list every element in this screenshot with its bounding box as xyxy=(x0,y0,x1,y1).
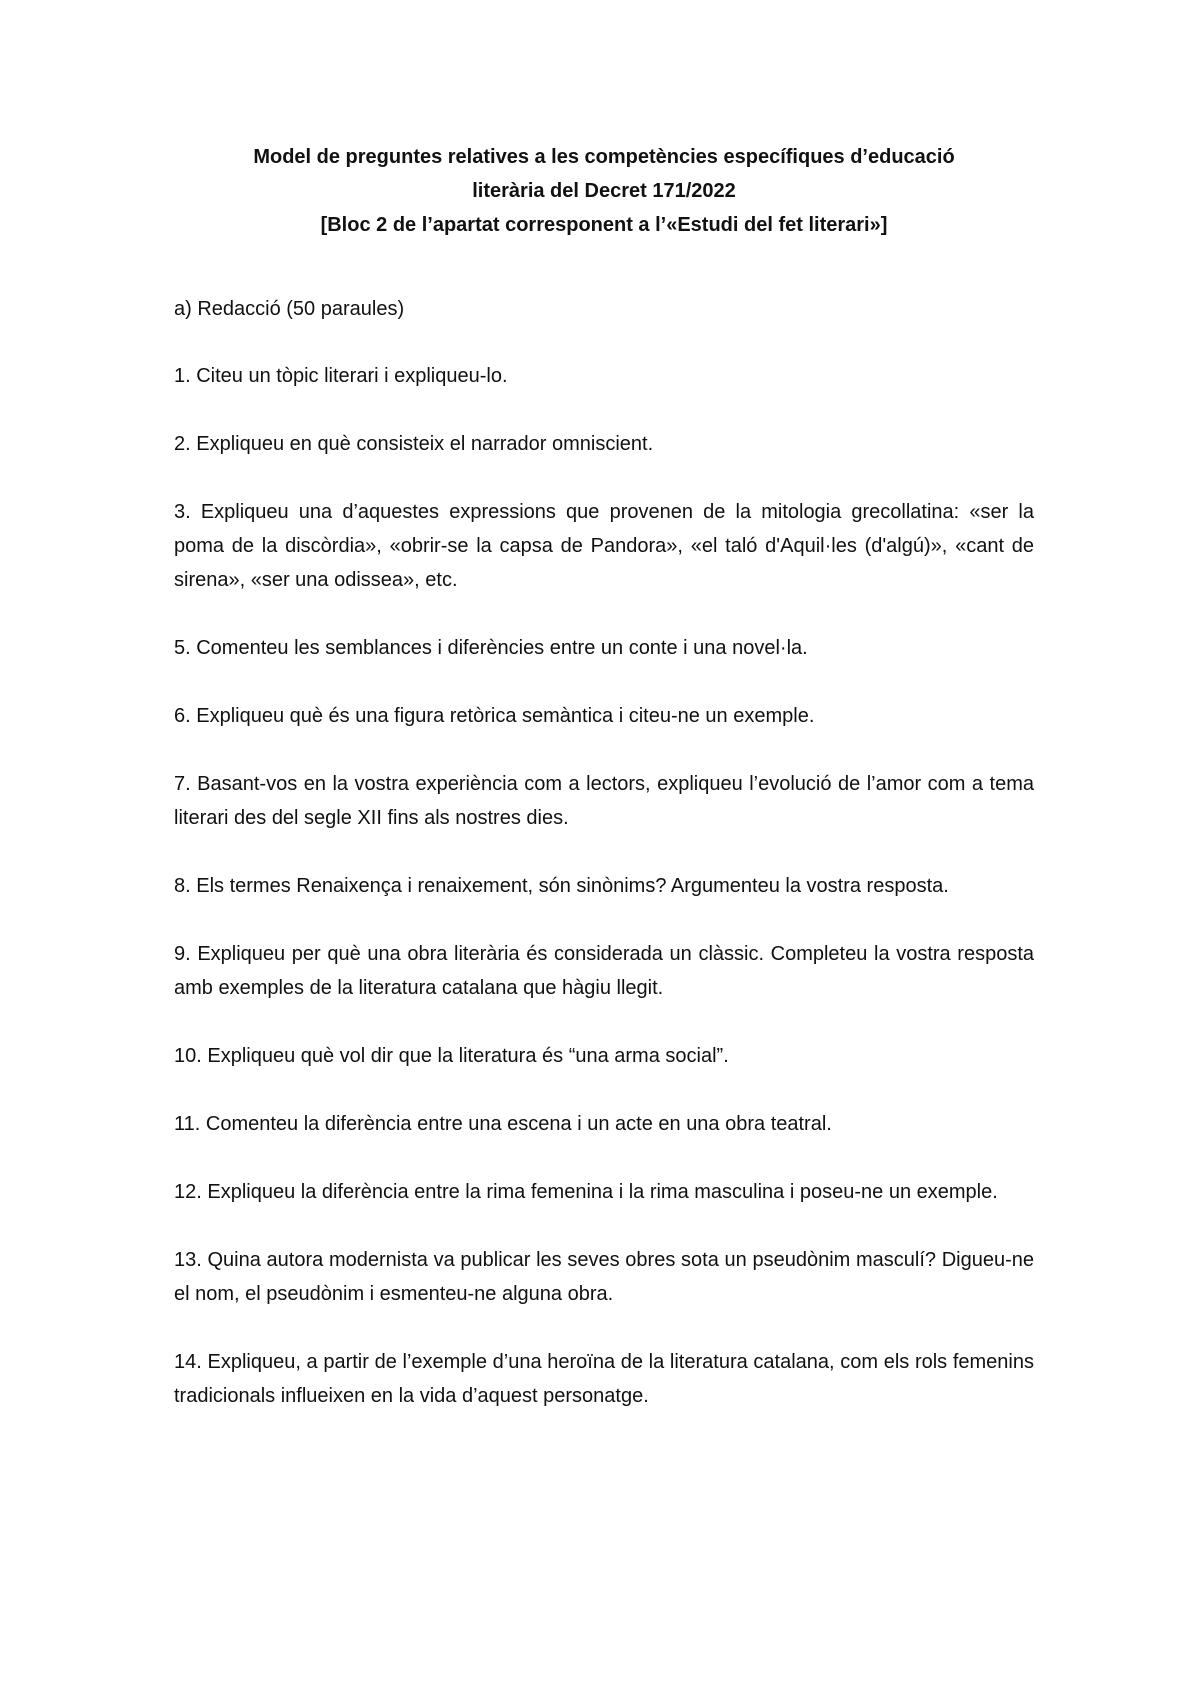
question-item: 12. Expliqueu la diferència entre la rima femenina i la rima masculina i poseu-ne un exemple. xyxy=(174,1181,998,1203)
question-item: 13. Quina autora modernista va publicar les seves obres sota un pseudònim masculí? Digueu-ne el nom, el pseudònim i esmenteu-ne alguna obra. xyxy=(174,1249,1034,1305)
question-item: 3. Expliqueu una d’aquestes expressions que provenen de la mitologia grecollatina: «ser la poma de la discòrdia», «obrir-se la capsa de Pandora», «el taló d'Aquil·les (d'algú)», «cant de sirena», «ser una odissea», etc. xyxy=(174,501,1034,591)
section-title: a) Redacció (50 paraules) xyxy=(174,298,405,320)
question-item: 5. Comenteu les semblances i diferències entre un conte i una novel·la. xyxy=(174,637,808,659)
document-page xyxy=(174,140,1034,1447)
question-item: 1. Citeu un tòpic literari i expliqueu-lo. xyxy=(174,365,508,387)
question-item: 14. Expliqueu, a partir de l’exemple d’una heroïna de la literatura catalana, com els rols femenins tradicionals influeixen en la vida d’aquest personatge. xyxy=(174,1351,1034,1407)
question-item: 11. Comenteu la diferència entre una escena i un acte en una obra teatral. xyxy=(174,1113,832,1135)
question-item: 7. Basant-vos en la vostra experiència com a lectors, expliqueu l’evolució de l’amor com a tema literari des del segle XII fins als nostres dies. xyxy=(174,773,1034,829)
header-line-1: Model de preguntes relatives a les competències específiques d’educació xyxy=(253,146,955,168)
question-list xyxy=(174,359,1034,1413)
document-header xyxy=(174,140,1034,242)
question-item: 9. Expliqueu per què una obra literària és considerada un clàssic. Completeu la vostra resposta amb exemples de la literatura catalana que hàgiu llegit. xyxy=(174,943,1034,999)
question-item: 10. Expliqueu què vol dir que la literatura és “una arma social”. xyxy=(174,1045,729,1067)
question-item: 6. Expliqueu què és una figura retòrica semàntica i citeu-ne un exemple. xyxy=(174,705,815,727)
question-item: 8. Els termes Renaixença i renaixement, són sinònims? Argumenteu la vostra resposta. xyxy=(174,875,949,897)
header-line-3: [Bloc 2 de l’apartat corresponent a l’«Estudi del fet literari»] xyxy=(320,214,888,236)
question-item: 2. Expliqueu en què consisteix el narrador omniscient. xyxy=(174,433,654,455)
header-line-2: literària del Decret 171/2022 xyxy=(472,180,736,202)
